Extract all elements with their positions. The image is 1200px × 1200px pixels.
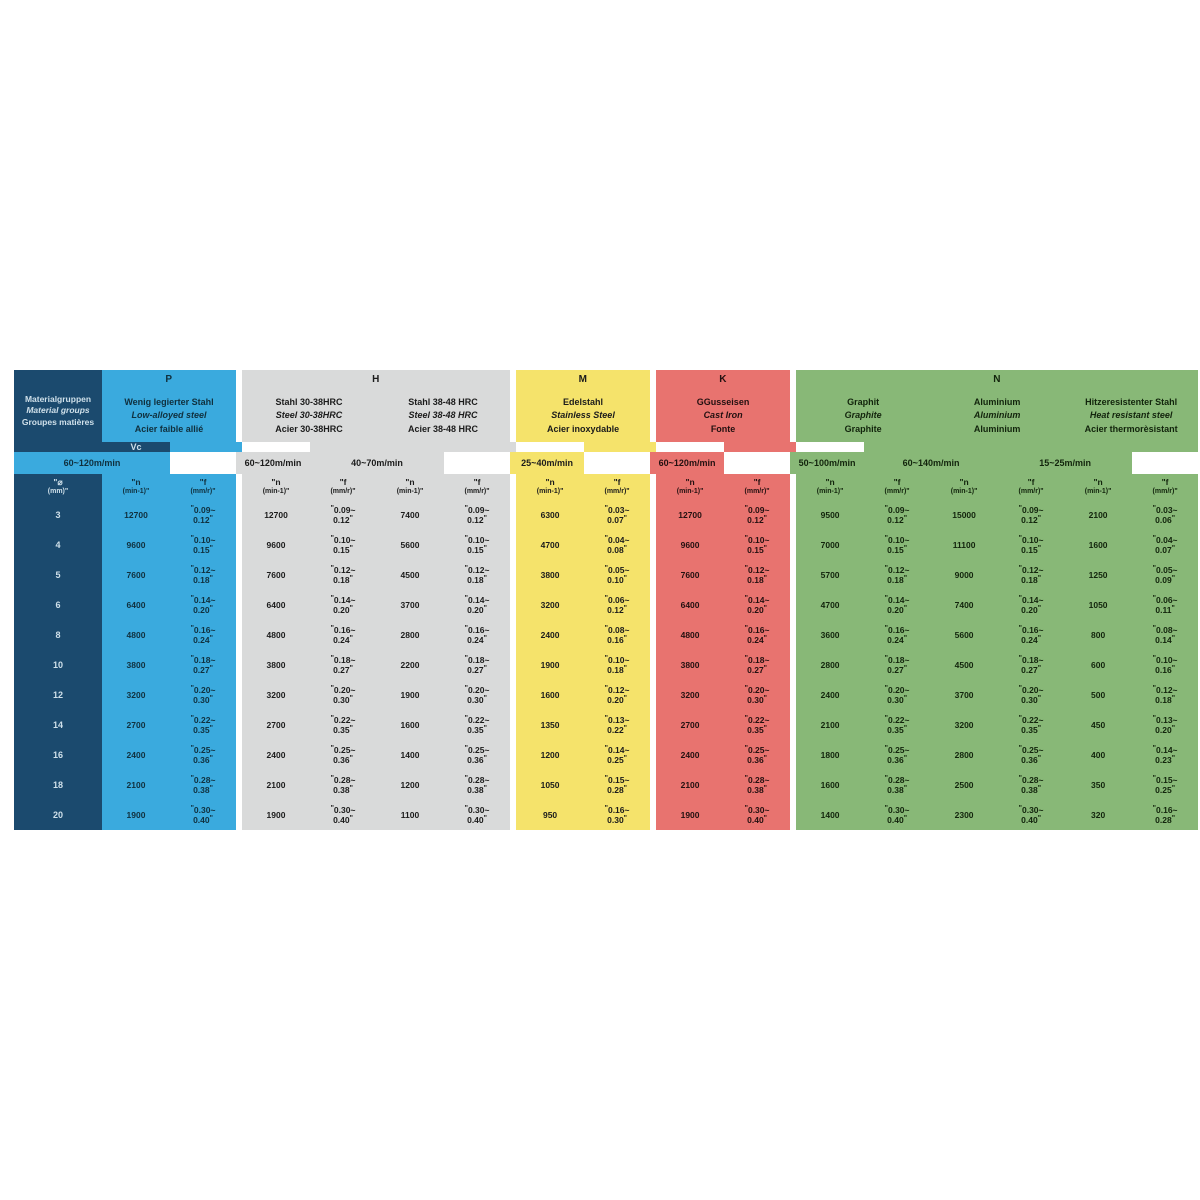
table-row: [14, 500, 1198, 530]
feed-cell: "0.16~ 0.24": [444, 620, 510, 650]
feed-header: "f (mm/r)": [998, 474, 1064, 500]
feed-cell: "0.18~ 0.27": [998, 650, 1064, 680]
feed-cell: "0.30~ 0.40": [310, 800, 376, 830]
vc-filler: [584, 442, 656, 452]
spindle-speed-cell: 15000: [930, 500, 998, 530]
spindle-speed-cell: 3200: [930, 710, 998, 740]
spindle-speed-header: "n (min-1)": [102, 474, 170, 500]
cutting-speed-cell: 60~140m/min: [864, 452, 998, 474]
feed-cell: "0.22~ 0.35": [724, 710, 790, 740]
feed-cell: "0.14~ 0.20": [444, 590, 510, 620]
spindle-speed-cell: 5700: [796, 560, 864, 590]
spindle-speed-cell: 3800: [102, 650, 170, 680]
group-spacer: [242, 442, 310, 452]
feed-cell: "0.10~ 0.15": [444, 530, 510, 560]
table-row: [14, 620, 1198, 650]
feed-header: "f (mm/r)": [444, 474, 510, 500]
feed-cell: "0.03~ 0.07": [584, 500, 650, 530]
feed-cell: "0.09~ 0.12": [444, 500, 510, 530]
feed-cell: "0.22~ 0.35": [444, 710, 510, 740]
feed-cell: "0.16~ 0.24": [170, 620, 236, 650]
spindle-speed-cell: 1600: [796, 770, 864, 800]
cutting-data-table: [14, 370, 1198, 830]
spindle-speed-cell: 11100: [930, 530, 998, 560]
spindle-speed-cell: 2800: [930, 740, 998, 770]
feed-cell: "0.20~ 0.30": [310, 680, 376, 710]
spindle-speed-cell: 2700: [656, 710, 724, 740]
feed-header: "f (mm/r)": [584, 474, 650, 500]
material-name-cell: Graphit Graphite Graphite: [796, 390, 930, 442]
material-name-cell: Edelstahl Stainless Steel Acier inoxydable: [516, 390, 650, 442]
group-spacer: [656, 442, 724, 452]
feed-cell: "0.16~ 0.24": [864, 620, 930, 650]
feed-cell: "0.12~ 0.18": [170, 560, 236, 590]
feed-header: "f (mm/r)": [310, 474, 376, 500]
cutting-speed-cell: 40~70m/min: [310, 452, 444, 474]
feed-cell: "0.30~ 0.40": [444, 800, 510, 830]
feed-cell: "0.14~ 0.20": [310, 590, 376, 620]
table-row: [14, 650, 1198, 680]
spindle-speed-cell: 1600: [1064, 530, 1132, 560]
vc-filler: [170, 442, 242, 452]
material-name-cell: GGusseisen Cast Iron Fonte: [656, 390, 790, 442]
spindle-speed-cell: 6400: [102, 590, 170, 620]
spindle-speed-cell: 450: [1064, 710, 1132, 740]
spindle-speed-cell: 12700: [102, 500, 170, 530]
feed-cell: "0.25~ 0.36": [864, 740, 930, 770]
feed-cell: "0.12~ 0.18": [310, 560, 376, 590]
group-spacer: [584, 452, 650, 474]
spindle-speed-header: "n (min-1)": [656, 474, 724, 500]
spindle-speed-cell: 1900: [656, 800, 724, 830]
group-spacer: [444, 452, 510, 474]
feed-cell: "0.09~ 0.12": [310, 500, 376, 530]
spindle-speed-cell: 6400: [656, 590, 724, 620]
feed-cell: "0.12~ 0.18": [998, 560, 1064, 590]
feed-cell: "0.20~ 0.30": [444, 680, 510, 710]
group-letter-row: [14, 370, 1198, 390]
feed-cell: "0.22~ 0.35": [170, 710, 236, 740]
feed-cell: "0.20~ 0.30": [724, 680, 790, 710]
spindle-speed-header: "n (min-1)": [376, 474, 444, 500]
diameter-cell: 10: [14, 650, 102, 680]
feed-cell: "0.10~ 0.15": [998, 530, 1064, 560]
group-letter-K: K: [656, 370, 790, 390]
feed-cell: "0.16~ 0.30": [584, 800, 650, 830]
material-name-cell: Wenig legierter Stahl Low-alloyed steel Acier faible allié: [102, 390, 236, 442]
feed-cell: "0.28~ 0.38": [864, 770, 930, 800]
group-spacer: [170, 452, 236, 474]
group-spacer: [516, 442, 584, 452]
spindle-speed-cell: 12700: [242, 500, 310, 530]
feed-cell: "0.25~ 0.36": [170, 740, 236, 770]
group-spacer: [724, 452, 790, 474]
cutting-data-table-wrapper: [14, 370, 1186, 830]
feed-header: "f (mm/r)": [864, 474, 930, 500]
feed-cell: "0.05~ 0.10": [584, 560, 650, 590]
spindle-speed-cell: 3200: [516, 590, 584, 620]
feed-cell: "0.22~ 0.35": [864, 710, 930, 740]
diameter-cell: 8: [14, 620, 102, 650]
diameter-cell: 16: [14, 740, 102, 770]
table-row: [14, 590, 1198, 620]
feed-cell: "0.09~ 0.12": [724, 500, 790, 530]
feed-cell: "0.09~ 0.12": [170, 500, 236, 530]
group-letter-H: H: [242, 370, 510, 390]
spindle-speed-cell: 1600: [376, 710, 444, 740]
spindle-speed-cell: 3800: [242, 650, 310, 680]
spindle-speed-cell: 7400: [930, 590, 998, 620]
spindle-speed-header: "n (min-1)": [242, 474, 310, 500]
spindle-speed-cell: 800: [1064, 620, 1132, 650]
spindle-speed-cell: 1250: [1064, 560, 1132, 590]
feed-cell: "0.15~ 0.25": [1132, 770, 1198, 800]
feed-cell: "0.30~ 0.40": [170, 800, 236, 830]
spindle-speed-cell: 2400: [796, 680, 864, 710]
feed-cell: "0.13~ 0.22": [584, 710, 650, 740]
diameter-cell: 20: [14, 800, 102, 830]
feed-cell: "0.18~ 0.27": [170, 650, 236, 680]
feed-cell: "0.14~ 0.20": [998, 590, 1064, 620]
spindle-speed-cell: 1900: [242, 800, 310, 830]
spindle-speed-cell: 3200: [656, 680, 724, 710]
vc-filler: [864, 442, 998, 452]
spindle-speed-cell: 1100: [376, 800, 444, 830]
table-row: [14, 740, 1198, 770]
feed-cell: "0.25~ 0.36": [998, 740, 1064, 770]
spindle-speed-cell: 9000: [930, 560, 998, 590]
feed-cell: "0.30~ 0.40": [724, 800, 790, 830]
material-name-row: [14, 390, 1198, 442]
feed-cell: "0.03~ 0.06": [1132, 500, 1198, 530]
diameter-cell: 4: [14, 530, 102, 560]
spindle-speed-header: "n (min-1)": [1064, 474, 1132, 500]
spindle-speed-cell: 4700: [796, 590, 864, 620]
cutting-speed-cell: 15~25m/min: [998, 452, 1132, 474]
material-name-cell: Hitzeresistenter Stahl Heat resistant steel Acier thermorèsistant: [1064, 390, 1198, 442]
group-letter-P: P: [102, 370, 236, 390]
feed-cell: "0.25~ 0.36": [310, 740, 376, 770]
table-row: [14, 710, 1198, 740]
feed-cell: "0.14~ 0.20": [170, 590, 236, 620]
cutting-speed-cell: 60~120m/min: [650, 452, 724, 474]
feed-cell: "0.20~ 0.30": [170, 680, 236, 710]
feed-cell: "0.18~ 0.27": [310, 650, 376, 680]
feed-cell: "0.10~ 0.15": [310, 530, 376, 560]
spindle-speed-cell: 9600: [656, 530, 724, 560]
spindle-speed-cell: 500: [1064, 680, 1132, 710]
feed-cell: "0.30~ 0.40": [998, 800, 1064, 830]
spindle-speed-cell: 4500: [376, 560, 444, 590]
feed-cell: "0.08~ 0.14": [1132, 620, 1198, 650]
spindle-speed-cell: 2800: [376, 620, 444, 650]
feed-cell: "0.28~ 0.38": [724, 770, 790, 800]
feed-cell: "0.04~ 0.07": [1132, 530, 1198, 560]
feed-cell: "0.10~ 0.15": [724, 530, 790, 560]
feed-cell: "0.09~ 0.12": [864, 500, 930, 530]
feed-cell: "0.16~ 0.28": [1132, 800, 1198, 830]
spindle-speed-cell: 5600: [376, 530, 444, 560]
feed-cell: "0.28~ 0.38": [170, 770, 236, 800]
feed-cell: "0.05~ 0.09": [1132, 560, 1198, 590]
spindle-speed-cell: 2400: [656, 740, 724, 770]
spindle-speed-cell: 7600: [656, 560, 724, 590]
feed-cell: "0.12~ 0.18": [724, 560, 790, 590]
diameter-header: "⌀ (mm)": [14, 474, 102, 500]
feed-cell: "0.04~ 0.08": [584, 530, 650, 560]
diameter-cell: 3: [14, 500, 102, 530]
feed-cell: "0.12~ 0.18": [864, 560, 930, 590]
vc-filler: [310, 442, 444, 452]
spindle-speed-header: "n (min-1)": [796, 474, 864, 500]
spindle-speed-cell: 2200: [376, 650, 444, 680]
spindle-speed-cell: 4800: [656, 620, 724, 650]
feed-cell: "0.08~ 0.16": [584, 620, 650, 650]
spindle-speed-cell: 320: [1064, 800, 1132, 830]
material-name-cell: Stahl 38-48 HRC Steel 38-48 HRC Acier 38-48 HRC: [376, 390, 510, 442]
spindle-speed-cell: 1400: [376, 740, 444, 770]
spindle-speed-cell: 2100: [796, 710, 864, 740]
table-row: [14, 800, 1198, 830]
feed-cell: "0.20~ 0.30": [864, 680, 930, 710]
feed-cell: "0.18~ 0.27": [444, 650, 510, 680]
spindle-speed-cell: 2400: [516, 620, 584, 650]
vc-filler: [998, 442, 1132, 452]
spindle-speed-cell: 3800: [516, 560, 584, 590]
feed-cell: "0.25~ 0.36": [444, 740, 510, 770]
spindle-speed-cell: 2800: [796, 650, 864, 680]
feed-cell: "0.12~ 0.18": [1132, 680, 1198, 710]
spindle-speed-cell: 2100: [102, 770, 170, 800]
cutting-speed-cell: 50~100m/min: [790, 452, 864, 474]
vc-filler: [724, 442, 796, 452]
feed-cell: "0.14~ 0.23": [1132, 740, 1198, 770]
spindle-speed-header: "n (min-1)": [930, 474, 998, 500]
table-row: [14, 770, 1198, 800]
cutting-speed-cell: 25~40m/min: [510, 452, 584, 474]
feed-cell: "0.10~ 0.18": [584, 650, 650, 680]
spindle-speed-cell: 950: [516, 800, 584, 830]
spindle-speed-cell: 400: [1064, 740, 1132, 770]
spindle-speed-cell: 6300: [516, 500, 584, 530]
cutting-speed-cell: 60~120m/min: [14, 452, 170, 474]
group-letter-N: N: [796, 370, 1198, 390]
feed-cell: "0.14~ 0.20": [724, 590, 790, 620]
feed-cell: "0.14~ 0.25": [584, 740, 650, 770]
vc-filler: [444, 442, 516, 452]
spindle-speed-cell: 2700: [242, 710, 310, 740]
feed-cell: "0.25~ 0.36": [724, 740, 790, 770]
spindle-speed-cell: 1400: [796, 800, 864, 830]
spindle-speed-cell: 9600: [242, 530, 310, 560]
spindle-speed-cell: 1200: [516, 740, 584, 770]
vc-label: Vc: [102, 442, 170, 452]
table-row: [14, 530, 1198, 560]
spindle-speed-cell: 6400: [242, 590, 310, 620]
diameter-cell: 6: [14, 590, 102, 620]
cutting-speed-row: [14, 452, 1198, 474]
group-letter-M: M: [516, 370, 650, 390]
feed-cell: "0.14~ 0.20": [864, 590, 930, 620]
feed-cell: "0.22~ 0.35": [998, 710, 1064, 740]
group-spacer: [796, 442, 864, 452]
spindle-speed-cell: 4500: [930, 650, 998, 680]
feed-cell: "0.10~ 0.15": [864, 530, 930, 560]
spindle-speed-cell: 7000: [796, 530, 864, 560]
spindle-speed-cell: 2700: [102, 710, 170, 740]
spindle-speed-cell: 1800: [796, 740, 864, 770]
spindle-speed-cell: 4700: [516, 530, 584, 560]
spindle-speed-cell: 1350: [516, 710, 584, 740]
feed-cell: "0.16~ 0.24": [310, 620, 376, 650]
spindle-speed-cell: 1900: [376, 680, 444, 710]
spindle-speed-cell: 3600: [796, 620, 864, 650]
material-name-cell: Aluminium Aluminium Aluminium: [930, 390, 1064, 442]
feed-cell: "0.28~ 0.38": [444, 770, 510, 800]
spindle-speed-cell: 600: [1064, 650, 1132, 680]
spindle-speed-cell: 4800: [102, 620, 170, 650]
feed-header: "f (mm/r)": [1132, 474, 1198, 500]
spindle-speed-cell: 3200: [102, 680, 170, 710]
spindle-speed-cell: 12700: [656, 500, 724, 530]
vc-label-row: [14, 442, 1198, 452]
spindle-speed-cell: 5600: [930, 620, 998, 650]
feed-cell: "0.10~ 0.16": [1132, 650, 1198, 680]
diameter-cell: 14: [14, 710, 102, 740]
diameter-cell: 12: [14, 680, 102, 710]
feed-cell: "0.28~ 0.38": [998, 770, 1064, 800]
cutting-speed-cell: 60~120m/min: [236, 452, 310, 474]
spindle-speed-cell: 3700: [376, 590, 444, 620]
feed-header: "f (mm/r)": [724, 474, 790, 500]
feed-cell: "0.28~ 0.38": [310, 770, 376, 800]
spindle-speed-cell: 350: [1064, 770, 1132, 800]
spindle-speed-cell: 2300: [930, 800, 998, 830]
spindle-speed-cell: 7400: [376, 500, 444, 530]
feed-cell: "0.16~ 0.24": [724, 620, 790, 650]
feed-cell: "0.22~ 0.35": [310, 710, 376, 740]
spindle-speed-cell: 2100: [1064, 500, 1132, 530]
feed-cell: "0.15~ 0.28": [584, 770, 650, 800]
spindle-speed-cell: 1050: [1064, 590, 1132, 620]
spindle-speed-cell: 7600: [242, 560, 310, 590]
feed-cell: "0.06~ 0.12": [584, 590, 650, 620]
feed-cell: "0.16~ 0.24": [998, 620, 1064, 650]
feed-cell: "0.18~ 0.27": [724, 650, 790, 680]
spindle-speed-cell: 2500: [930, 770, 998, 800]
spindle-speed-cell: 1900: [102, 800, 170, 830]
spindle-speed-cell: 3700: [930, 680, 998, 710]
spindle-speed-cell: 2100: [656, 770, 724, 800]
spindle-speed-cell: 1900: [516, 650, 584, 680]
material-groups-label: Materialgruppen Material groups Groupes matières: [14, 370, 102, 452]
spindle-speed-cell: 1600: [516, 680, 584, 710]
feed-cell: "0.18~ 0.27": [864, 650, 930, 680]
table-row: [14, 560, 1198, 590]
spindle-speed-cell: 9500: [796, 500, 864, 530]
feed-cell: "0.30~ 0.40": [864, 800, 930, 830]
feed-cell: "0.10~ 0.15": [170, 530, 236, 560]
feed-cell: "0.12~ 0.20": [584, 680, 650, 710]
feed-header: "f (mm/r)": [170, 474, 236, 500]
vc-filler: [1132, 442, 1198, 452]
diameter-cell: 18: [14, 770, 102, 800]
spindle-speed-header: "n (min-1)": [516, 474, 584, 500]
feed-cell: "0.12~ 0.18": [444, 560, 510, 590]
table-row: [14, 680, 1198, 710]
spindle-speed-cell: 2100: [242, 770, 310, 800]
spindle-speed-cell: 1050: [516, 770, 584, 800]
spindle-speed-cell: 3200: [242, 680, 310, 710]
spindle-speed-cell: 2400: [242, 740, 310, 770]
spindle-speed-cell: 4800: [242, 620, 310, 650]
spindle-speed-cell: 2400: [102, 740, 170, 770]
feed-cell: "0.06~ 0.11": [1132, 590, 1198, 620]
spindle-speed-cell: 3800: [656, 650, 724, 680]
spindle-speed-cell: 1200: [376, 770, 444, 800]
feed-cell: "0.09~ 0.12": [998, 500, 1064, 530]
spindle-speed-cell: 9600: [102, 530, 170, 560]
diameter-cell: 5: [14, 560, 102, 590]
spindle-speed-cell: 7600: [102, 560, 170, 590]
material-name-cell: Stahl 30-38HRC Steel 30-38HRC Acier 30-38HRC: [242, 390, 376, 442]
unit-header-row: [14, 474, 1198, 500]
feed-cell: "0.13~ 0.20": [1132, 710, 1198, 740]
feed-cell: "0.20~ 0.30": [998, 680, 1064, 710]
